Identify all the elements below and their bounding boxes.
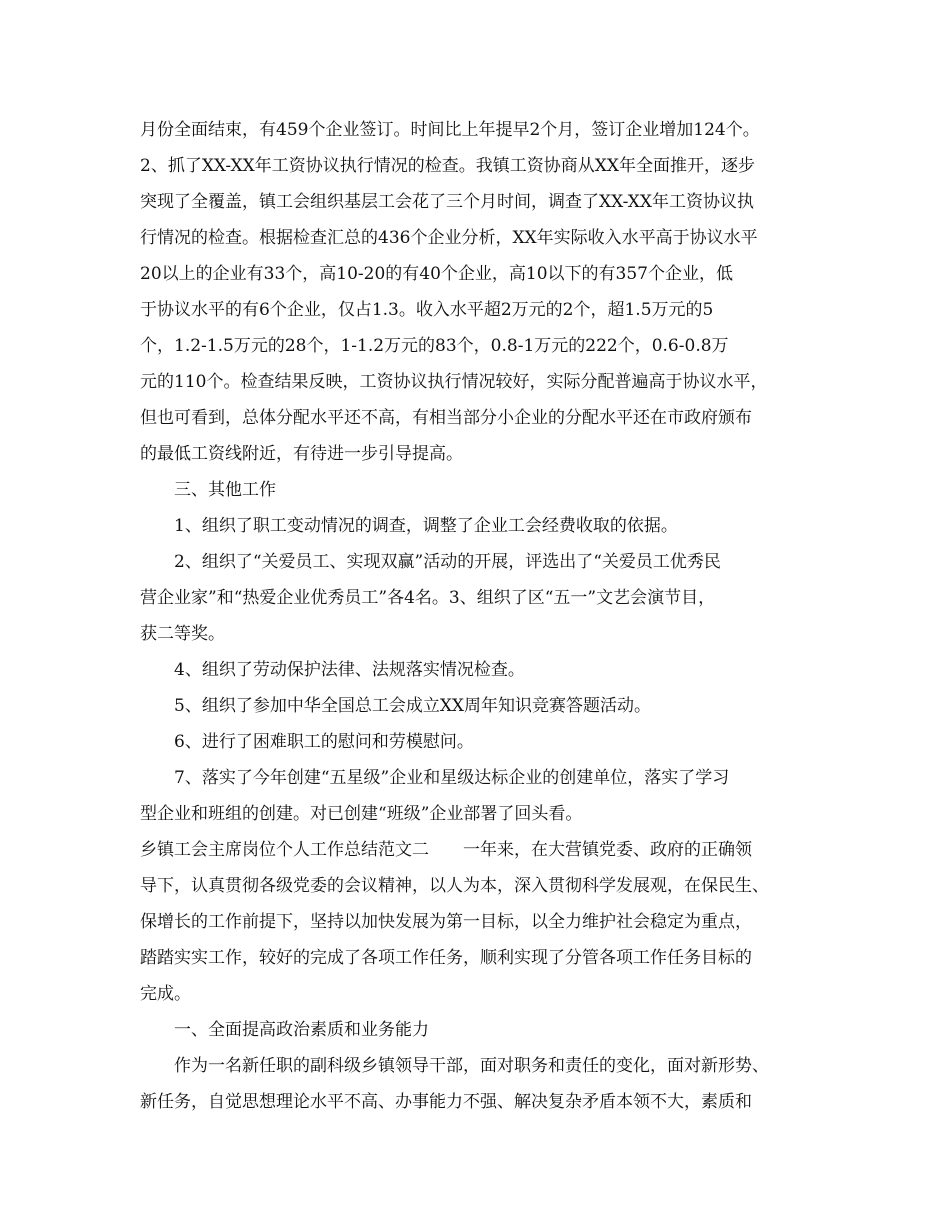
text-line: 但也可看到，总体分配水平还不高，有相当部分小企业的分配水平还在市政府颁布 — [140, 408, 752, 428]
text-line: 突现了全覆盖，镇工会组织基层工会花了三个月时间，调查了XX-XX年工资协议执 — [140, 192, 754, 212]
text-line: 保增长的工作前提下，坚持以加快发展为第一目标，以全力维护社会稳定为重点， — [140, 912, 752, 932]
text-line: 行情况的检查。根据检查汇总的436个企业分析，XX年实际收入水平高于协议水平 — [140, 228, 758, 248]
text-line: 踏踏实实工作，较好的完成了各项工作任务，顺利实现了分管各项工作任务目标的 — [140, 948, 752, 968]
text-line: 型企业和班组的创建。对已创建“班级”企业部署了回头看。 — [140, 804, 583, 824]
text-line: 的最低工资线附近，有待进一步引导提高。 — [140, 444, 463, 464]
text-line: 5、组织了参加中华全国总工会成立XX周年知识竞赛答题活动。 — [174, 696, 652, 716]
text-line: 4、组织了劳动保护法律、法规落实情况检查。 — [174, 660, 525, 680]
text-line: 营企业家”和“热爱企业优秀员工”各4名。3、组织了区“五一”文艺会演节目， — [140, 588, 716, 608]
text-line: 新任务，自觉思想理论水平不高、办事能力不强、解决复杂矛盾本领不大，素质和 — [140, 1092, 752, 1112]
text-line: 元的110个。检查结果反映，工资协议执行情况较好，实际分配普遍高于协议水平， — [140, 372, 768, 392]
text-line: 个，1.2-1.5万元的28个，1-1.2万元的83个，0.8-1万元的222个，0.6-0.8万 — [140, 336, 729, 356]
text-line: 7、落实了今年创建“五星级”企业和星级达标企业的创建单位，落实了学习 — [174, 768, 730, 788]
section-heading: 一、全面提高政治素质和业务能力 — [174, 1020, 429, 1040]
text-line: 于协议水平的有6个企业，仅占1.3。收入水平超2万元的2个，超1.5万元的5 — [140, 300, 714, 320]
text-line: 月份全面结束，有459个企业签订。时间比上年提早2个月，签订企业增加124个。 — [140, 120, 760, 140]
text-line: 导下，认真贯彻各级党委的会议精神，以人为本，深入贯彻科学发展观，在保民生、 — [140, 876, 769, 896]
section-heading: 三、其他工作 — [174, 480, 276, 500]
text-line: 2、组织了“关爱员工、实现双赢”活动的开展，评选出了“关爱员工优秀民 — [174, 552, 721, 572]
text-line: 获二等奖。 — [140, 624, 225, 644]
text-line: 1、组织了职工变动情况的调查，调整了企业工会经费收取的依据。 — [174, 516, 678, 536]
text-line: 2、抓了XX-XX年工资协议执行情况的检查。我镇工资协商从XX年全面推开，逐步 — [140, 156, 755, 176]
text-line: 20以上的企业有33个，高10-20的有40个企业，高10以下的有357个企业，低 — [140, 264, 733, 284]
text-line: 完成。 — [140, 984, 191, 1004]
section-title-line: 乡镇工会主席岗位个人工作总结范文二 一年来，在大营镇党委、政府的正确领 — [140, 840, 752, 860]
text-line: 6、进行了困难职工的慰问和劳模慰问。 — [174, 732, 474, 752]
text-line: 作为一名新任职的副科级乡镇领导干部，面对职务和责任的变化，面对新形势、 — [174, 1056, 769, 1076]
document-page — [140, 112, 830, 1120]
